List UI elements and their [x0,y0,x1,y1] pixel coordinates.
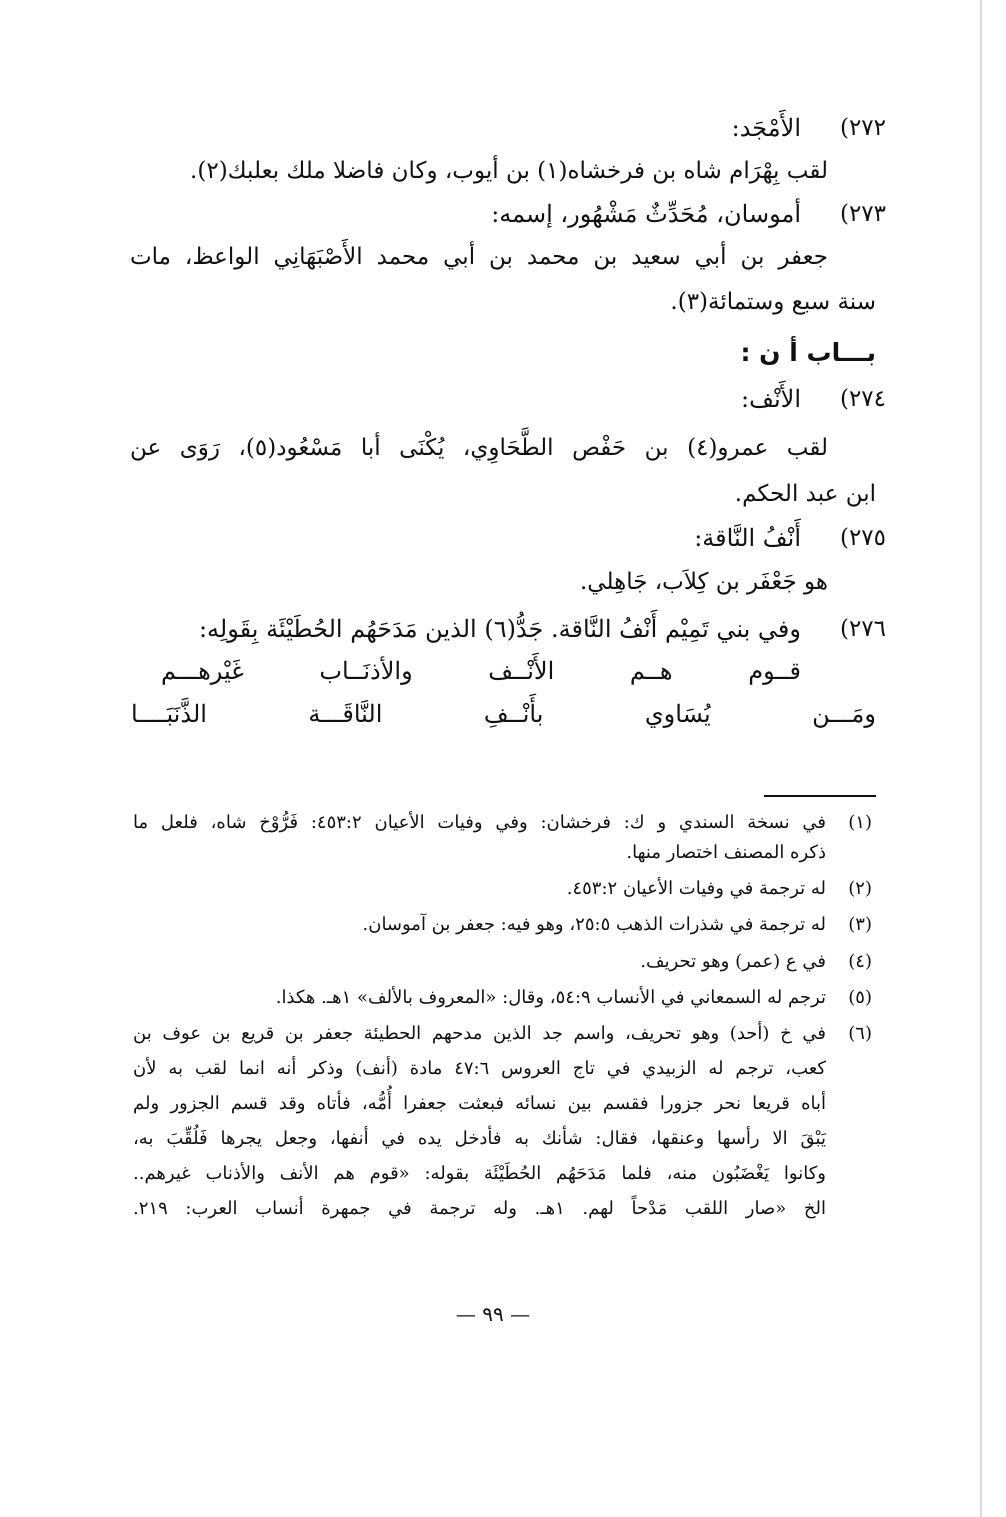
entry-heading-272: الأَمْجَد: [731,114,801,142]
footnote-number-5: (٥) [848,987,872,1008]
footnote-6-line-2: كعب، ترجم له الزبيدي في تاج العروس ٤٧:٦ مادة (أنف) وذكر أنه انما لقب به لأن [133,1058,826,1079]
verse-word: قــوم [748,657,801,685]
entry-number-272: ٢٧٢) [839,115,886,141]
footnote-4-line-1: في ع (عمر) وهو تحريف. [640,951,826,972]
verse-line-1 [161,655,801,687]
footnote-6-line-3: أباه قريعا نحر جزورا فقسم بين نسائه فبعثت جعفرا أُمُّه، فأتاه وقد قسم الجزور ولم [133,1093,826,1114]
verse-line-2 [131,698,876,730]
entry-heading-274: الأَنْف: [741,385,801,413]
entry-number-273: ٢٧٣) [839,201,886,227]
footnote-6-line-4: يَبْقَ الا رأسها وعنقها، فقال: شأنك به فأدخل يده في أنفها، وجعل يجرها فَلُقِّبَ به، [133,1128,826,1149]
footnote-number-4: (٤) [848,951,872,972]
verse-word: الذَّنَبَــــا [131,700,207,728]
entry-text-273-line-1: جعفر بن أبي سعيد بن محمد بن أبي محمد الأَصْبَهَانِي الواعظ، مات [130,244,828,270]
entry-number-275: ٢٧٥) [839,525,886,551]
footnote-6-line-6: الخ «صار اللقب مَدْحاً لهم. ١هـ. وله ترجمة في جمهرة أنساب العرب: ٢١٩. [133,1198,826,1219]
verse-word: بأَنْــفِ [483,700,544,728]
footnote-3-line-1: له ترجمة في شذرات الذهب ٢٥:٥، وهو فيه: جعفر بن آموسان. [362,914,826,935]
verse-word: والأذنَــاب [319,657,413,685]
section-heading: بـــاب أ ن : [740,338,876,367]
entry-text-274-line-2: ابن عبد الحكم. [734,481,876,507]
footnote-1-line-1: في نسخة السندي و ك: فرخشان: وفي وفيات الأعيان ٤٥٣:٢: فَرُّوْخ شاه، فلعل ما [133,812,826,833]
verse-word: غَيْرهـــم [161,657,244,685]
entry-heading-273: أموسان، مُحَدِّثٌ مَشْهُور، إسمه: [491,200,801,228]
footnote-6-line-1: في خ (أحد) وهو تحريف، واسم جد الذين مدحهم الحطيئة جعفر بن قريع بن عوف بن [133,1023,826,1044]
entry-text-274-line-1: لقب عمرو(٤) بن حَفْص الطَّحَاوِي، يُكْنَى أبا مَسْعُود(٥)، رَوَى عن [130,435,829,461]
verse-word: النَّاقَـــة [308,700,383,728]
entry-text-275: هو جَعْفَر بن كِلاَب، جَاهِلي. [579,569,828,595]
entry-number-274: ٢٧٤) [839,386,886,412]
entry-text-272: لقب بِهْرَام شاه بن فرخشاه(١) بن أيوب، وكان فاضلا ملك بعلبك(٢). [190,158,828,184]
footnote-number-1: (١) [848,812,872,833]
footnote-2-line-1: له ترجمة في وفيات الأعيان ٤٥٣:٢. [566,878,826,899]
footnote-number-6: (٦) [848,1023,872,1044]
footnote-5-line-1: ترجم له السمعاني في الأنساب ٥٤:٩، وقال: «المعروف بالألف» ١هـ. هكذا. [275,987,826,1008]
page-number: — ٩٩ — [455,1302,531,1326]
footnote-separator [764,795,876,797]
entry-number-276: ٢٧٦) [839,616,886,642]
footnote-1-line-2: ذكره المصنف اختصار منها. [626,842,826,863]
verse-word: الأَنْــف [488,657,555,685]
entry-heading-275: أَنْفُ النَّاقة: [694,524,801,552]
verse-word: يُسَاوي [644,700,711,728]
footnote-number-3: (٣) [848,914,872,935]
verse-word: هــم [629,657,673,685]
footnote-number-2: (٢) [848,878,872,899]
entry-heading-276: وفي بني تَمِيْم أَنْفُ النَّاقة. جَدُّ(٦) الذين مَدَحَهُم الحُطَيْئَة بِقَولِه: [198,615,801,643]
entry-text-273-line-2: سنة سبع وستمائة(٣). [670,289,876,315]
footnote-6-line-5: وكانوا يَغْضَبُون منه، فلما مَدَحَهُم الحُطَيْئَة بقوله: «قوم هم الأنف والأذناب غيرهم.. [133,1163,826,1184]
verse-word: ومَـــن [812,700,876,728]
